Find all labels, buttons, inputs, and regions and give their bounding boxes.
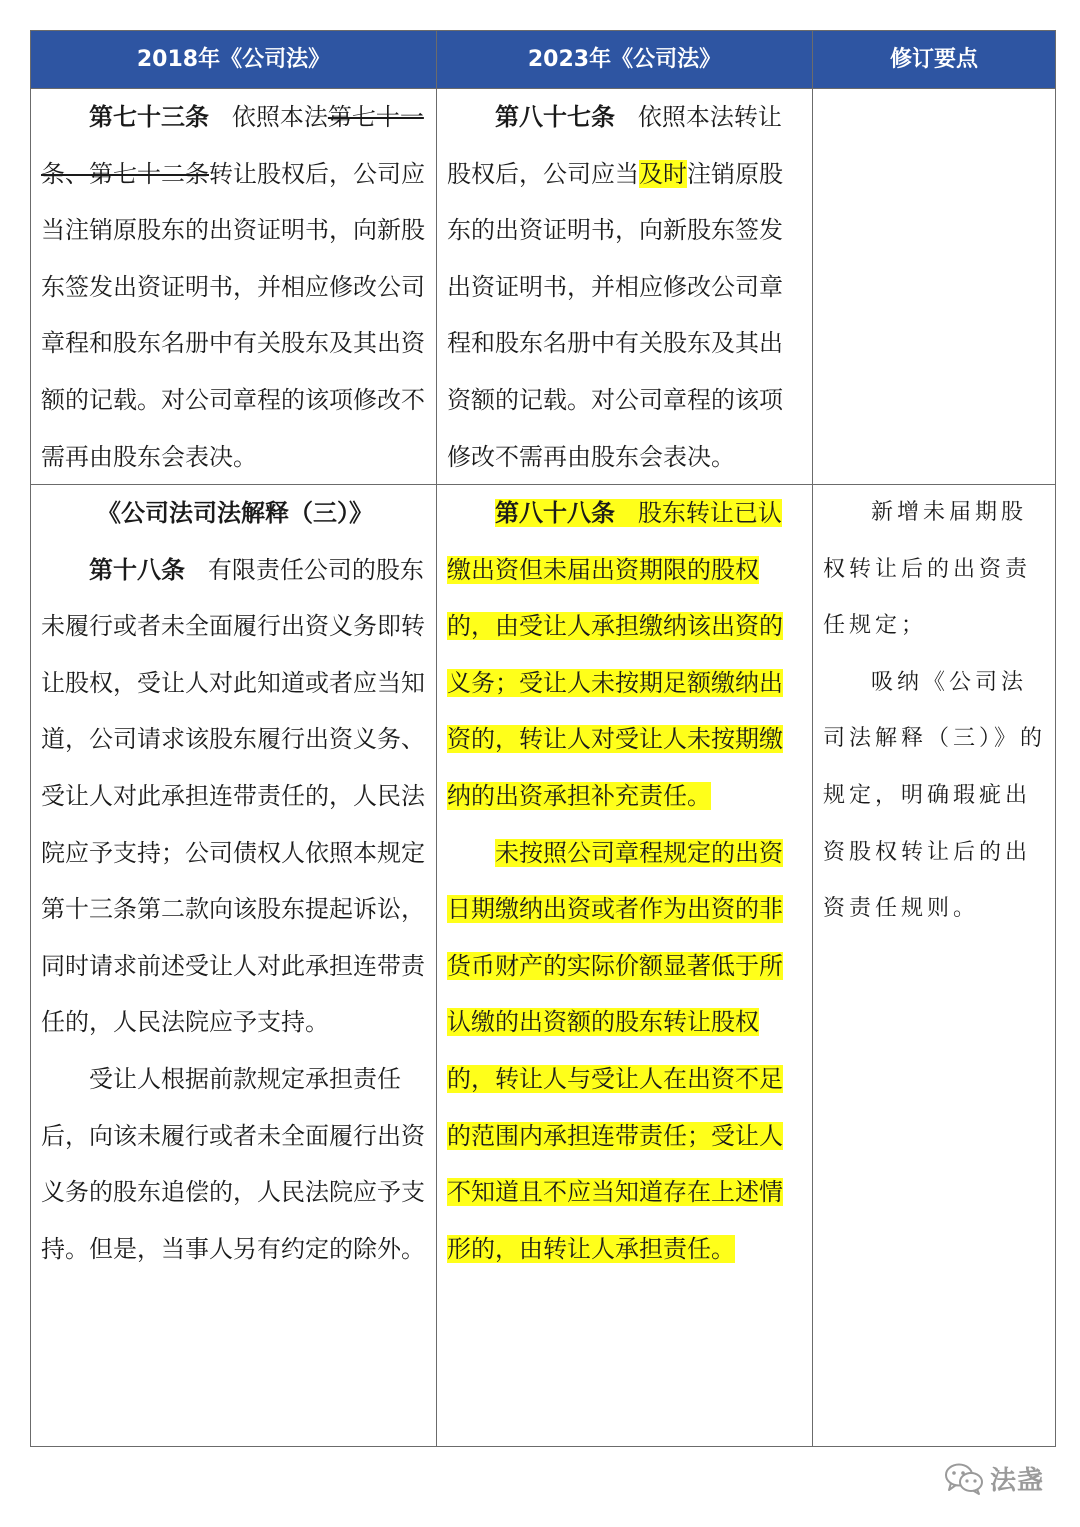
header-2018-law: 2018年《公司法》 bbox=[136, 47, 331, 72]
watermark-text: 法盏 bbox=[990, 1466, 1045, 1496]
article-text: 转让股权后，公司应当注销原股东的出资证明书，向新股东签发出资证明书，并相应修改公司章程和股东名册中有关股东及其出资额的记载。对公司章程的该项修改不需再由股东会表决。 bbox=[41, 159, 425, 471]
row2-old-paragraph: 受让人根据前款规定承担责任后，向该未履行或者未全面履行出资义务的股东追偿的，人民法院应予支持。但是，当事人另有约定的除外。 bbox=[41, 1064, 425, 1263]
article-number: 第十八条 bbox=[89, 555, 185, 584]
column-divider bbox=[436, 31, 437, 1446]
row2-revision-notes-cell bbox=[823, 485, 1049, 938]
article-number: 第七十三条 bbox=[89, 103, 209, 131]
article-number: 第八十八条 bbox=[495, 499, 615, 527]
highlighted-text: 未按照公司章程规定的出资日期缴纳出资或者作为出资的非货币财产的实际价额显著低于所认缴的出资额的股东转让股权的，转让人与受让人在出资不足的范围内承担连带责任；受让人不知道且不应当知道存在上述情形的，由转让人承担责任。 bbox=[447, 838, 783, 1263]
highlighted-text: 股东转让已认缴出资但未届出资期限的股权的，由受让人承担缴纳该出资的义务；受让人未按期足额缴纳出资的，转让人对受让人未按期缴纳的出资承担补充责任。 bbox=[447, 499, 783, 810]
row1-new-law-cell bbox=[447, 89, 805, 485]
judicial-interpretation-title: 《公司法司法解释（三）》 bbox=[97, 499, 373, 527]
header-revision-points: 修订要点 bbox=[889, 47, 978, 72]
row2-new-law-cell bbox=[447, 485, 805, 1277]
highlighted-text: 及时 bbox=[639, 159, 687, 188]
deleted-text: 第七十一条、第七十二条 bbox=[41, 103, 424, 188]
wechat-icon bbox=[944, 1462, 984, 1496]
article-text: 有限责任公司的股东未履行或者未全面履行出资义务即转让股权，受让人对此知道或者应当知道，公司请求该股东履行出资义务、受让人对此承担连带责任的，人民法院应予支持；公司债权人依照本规定第十三条第二款向该股东提起诉讼，同时请求前述受让人对此承担连带责任的，人民法院应予支持。 bbox=[41, 555, 425, 1037]
row1-old-article bbox=[41, 89, 429, 485]
comparison-table bbox=[30, 30, 1056, 1447]
row2-new-article bbox=[447, 485, 805, 825]
column-divider bbox=[812, 31, 813, 1446]
row2-new-paragraph bbox=[447, 825, 805, 1278]
revision-note: 吸纳《公司法司法解释（三）》的规定，明确瑕疵出资股权转让后的出资责任规则。 bbox=[823, 669, 1047, 922]
watermark bbox=[944, 1458, 1054, 1502]
table-header bbox=[31, 31, 1055, 89]
row2-old-article bbox=[41, 542, 429, 1051]
row1-new-article bbox=[447, 89, 805, 485]
article-text: 注销原股东的出资证明书，向新股东签发出资证明书，并相应修改公司章程和股东名册中有关股东及其出资额的记载。对公司章程的该项修改不需再由股东会表决。 bbox=[447, 159, 783, 471]
article-text: 依照本法 bbox=[231, 103, 328, 131]
revision-note: 新增未届期股权转让后的出资责任规定； bbox=[823, 500, 1032, 639]
article-text: 依照本法转让股权后，公司应当 bbox=[447, 103, 782, 188]
article-number: 第八十七条 bbox=[495, 103, 615, 131]
header-2023-law: 2023年《公司法》 bbox=[527, 47, 722, 72]
row1-old-law-cell bbox=[41, 89, 429, 485]
row2-old-law-cell bbox=[41, 485, 429, 1277]
